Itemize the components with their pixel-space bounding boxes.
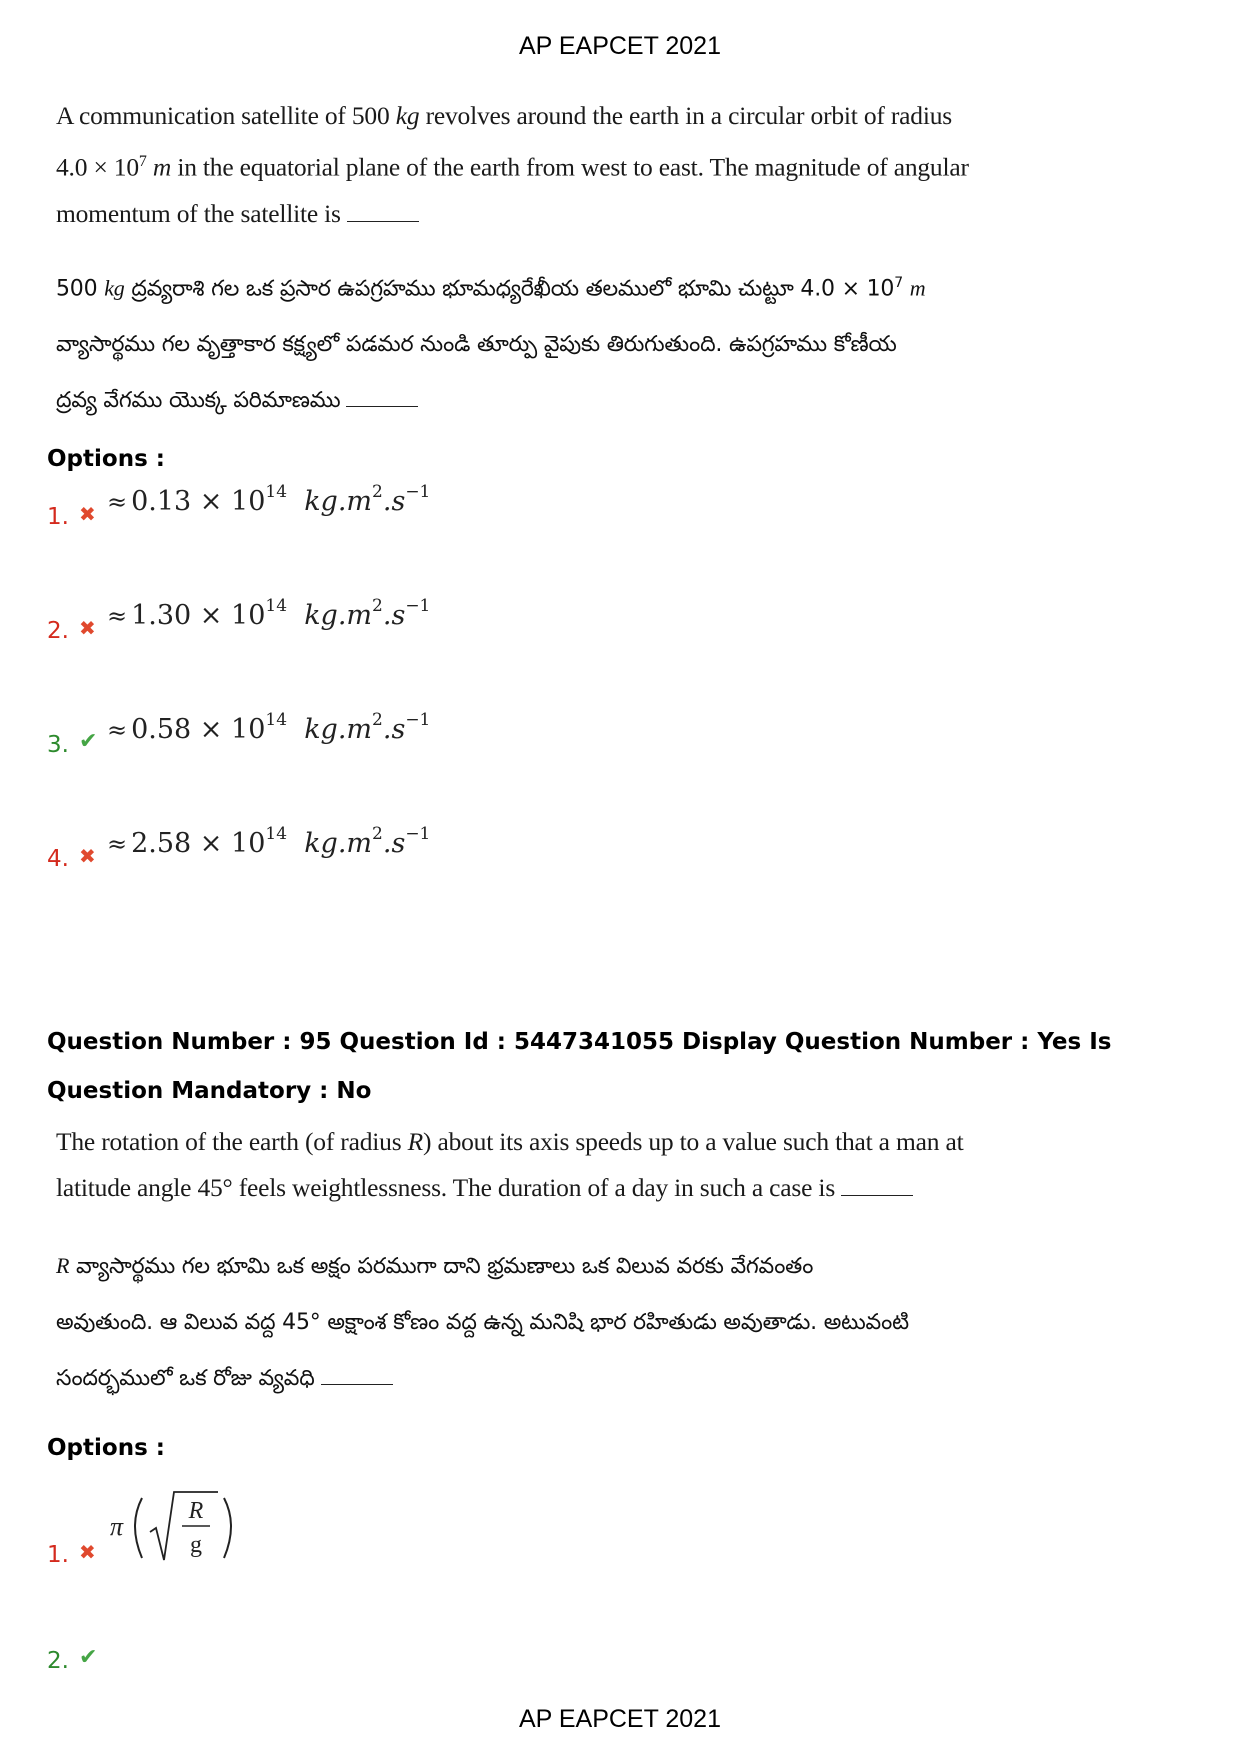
option-number: 2. [47, 618, 69, 644]
q95-telugu-text [56, 1238, 909, 1407]
option-expression: ≈ $0.13 \times 10^{14}$ $kg.m^2.s^{-1}$ [107, 482, 431, 517]
option-expression: ≈ $0.58 \times 10^{14}$ $kg.m^2.s^{-1}$ [107, 710, 431, 745]
q95-te-line-2: అవుతుంది. ఆ విలువ వద్ద 45° అక్షాంశ కోణం వద్ద ఉన్న మనిషి భార రహితుడు అవుతాడు. అటువంటి [56, 1310, 909, 1335]
page-header: AP EAPCET 2021 [519, 32, 721, 60]
gravity-symbol: g [190, 1532, 202, 1558]
radius-symbol: R [188, 1498, 204, 1524]
check-icon: ✔ [79, 729, 98, 754]
option-expression: ≈ $2.58 \times 10^{14}$ $kg.m^2.s^{-1}$ [107, 824, 431, 859]
q95-options-label: Options : [47, 1435, 165, 1461]
q95-te-line-1: R వ్యాసార్థము గల భూమి ఒక అక్షం పరముగా దాని భ్రమణాలు ఒక విలువ వరకు వేగవంతం [56, 1253, 814, 1279]
q94-option-1[interactable] [47, 482, 431, 530]
q94-te-line-1: 500 kg ద్రవ్యరాశి గల ఒక ప్రసార ఉపగ్రహము భూమధ్యరేఖీయ తలములో భూమి చుట్టూ $4.0 \times 10^7$ m [56, 275, 926, 302]
option-number: 1. [47, 504, 69, 530]
cross-icon: ✖ [79, 616, 96, 640]
option-number: 1. [47, 1542, 69, 1568]
q94-option-2[interactable] [47, 596, 431, 644]
q95-te-line-3: సందర్భములో ఒక రోజు వ్యవధి [56, 1351, 909, 1407]
option-number: 3. [47, 732, 69, 758]
option-number: 4. [47, 846, 69, 872]
q95-option-1[interactable] [47, 1542, 103, 1568]
q95-en-line-1: The rotation of the earth (of radius R) about its axis speeds up to a value such that a man at [56, 1127, 964, 1156]
q94-telugu-text [56, 255, 925, 429]
q94-en-line-1: A communication satellite of 500 kg revolves around the earth in a circular orbit of radius [56, 101, 952, 130]
option-number: 2. [47, 1648, 69, 1674]
cross-icon: ✖ [79, 844, 96, 868]
check-icon: ✔ [79, 1645, 98, 1670]
cross-icon: ✖ [79, 502, 96, 526]
page-footer: AP EAPCET 2021 [519, 1705, 721, 1733]
q94-options-label: Options : [47, 446, 165, 472]
answer-blank [347, 221, 419, 222]
q94-option-4[interactable] [47, 824, 431, 872]
option-expression: ≈ $1.30 \times 10^{14}$ $kg.m^2.s^{-1}$ [107, 596, 431, 631]
q94-en-line-3: momentum of the satellite is [56, 191, 969, 237]
answer-blank [841, 1195, 913, 1196]
cross-icon: ✖ [79, 1540, 96, 1564]
q95-meta: Question Number : 95 Question Id : 5447341055 Display Question Number : Yes Is Question Mandatory : No [47, 1029, 1112, 1104]
q94-english-text [56, 93, 969, 237]
q94-en-line-2: $4.0 \times 10^7$ m in the equatorial plane of the earth from west to east. The magnitude of angular [56, 152, 969, 182]
q94-te-line-2: వ్యాసార్థము గల వృత్తాకార కక్ష్యలో పడమర నుండి తూర్పు వైపుకు తిరుగుతుంది. ఉపగ్రహము కోణీయ [56, 332, 897, 358]
q95-english-text [56, 1119, 963, 1211]
pi-symbol: π [110, 1512, 124, 1541]
q94-option-3[interactable] [47, 710, 431, 758]
answer-blank [346, 406, 418, 407]
q95-option-2[interactable] [47, 1645, 103, 1674]
q95-option-1-formula [108, 1480, 238, 1574]
answer-blank [321, 1384, 393, 1385]
q94-te-line-3: ద్రవ్య వేగము యొక్క పరిమాణము [56, 373, 925, 429]
q95-en-line-2: latitude angle 45° feels weightlessness. The duration of a day in such a case is [56, 1165, 963, 1211]
